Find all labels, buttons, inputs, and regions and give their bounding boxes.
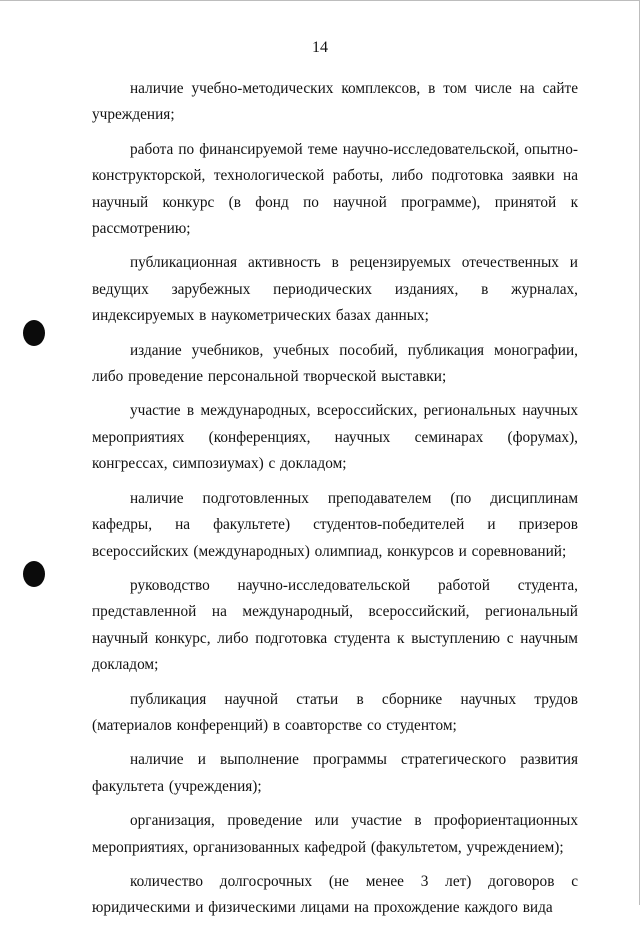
list-item: наличие подготовленных преподавателем (по дисциплинам кафедры, на факультете) студентов-победителей и призеров всероссийских (международных) олимпиад, конкурсов и соревнований; <box>92 489 578 560</box>
list-item: наличие и выполнение программы стратегического развития факультета (учреждения); <box>92 751 578 795</box>
list-item: участие в международных, всероссийских, региональных научных мероприятиях (конференциях, научных семинарах (форумах), конгрессах, симпозиумах) с докладом; <box>92 402 578 473</box>
list-item: работа по финансируемой теме научно-исследовательской, опытно-конструкторской, технологической работы, либо подготовка заявки на научный конкурс (в фонд по научной программе), принятой к рассмотрению; <box>92 140 578 238</box>
list-item: руководство научно-исследовательской работой студента, представленной на международный, всероссийский, региональный научный конкурс, либо подготовка студента к выступлению с научным докладом; <box>92 576 578 674</box>
list-item: наличие учебно-методических комплексов, в том числе на сайте учреждения; <box>92 80 578 124</box>
list-item: публикационная активность в рецензируемых отечественных и ведущих зарубежных периодических изданиях, в журналах, индексируемых в наукометрических базах данных; <box>92 254 578 325</box>
punch-hole-mark <box>23 561 45 587</box>
page-number: 14 <box>312 39 328 56</box>
list-item: количество долгосрочных (не менее 3 лет) договоров с юридическими и физическими лицами на прохождение каждого вида <box>92 872 578 917</box>
punch-hole-mark <box>23 320 45 346</box>
list-item: публикация научной статьи в сборнике научных трудов (материалов конференций) в соавторстве со студентом; <box>92 690 578 734</box>
page-top-edge <box>0 0 640 1</box>
document-body <box>92 76 578 930</box>
list-item: издание учебников, учебных пособий, публикация монографии, либо проведение персональной творческой выставки; <box>92 341 578 386</box>
list-item: организация, проведение или участие в профориентационных мероприятиях, организованных кафедрой (факультетом, учреждением); <box>92 812 578 856</box>
